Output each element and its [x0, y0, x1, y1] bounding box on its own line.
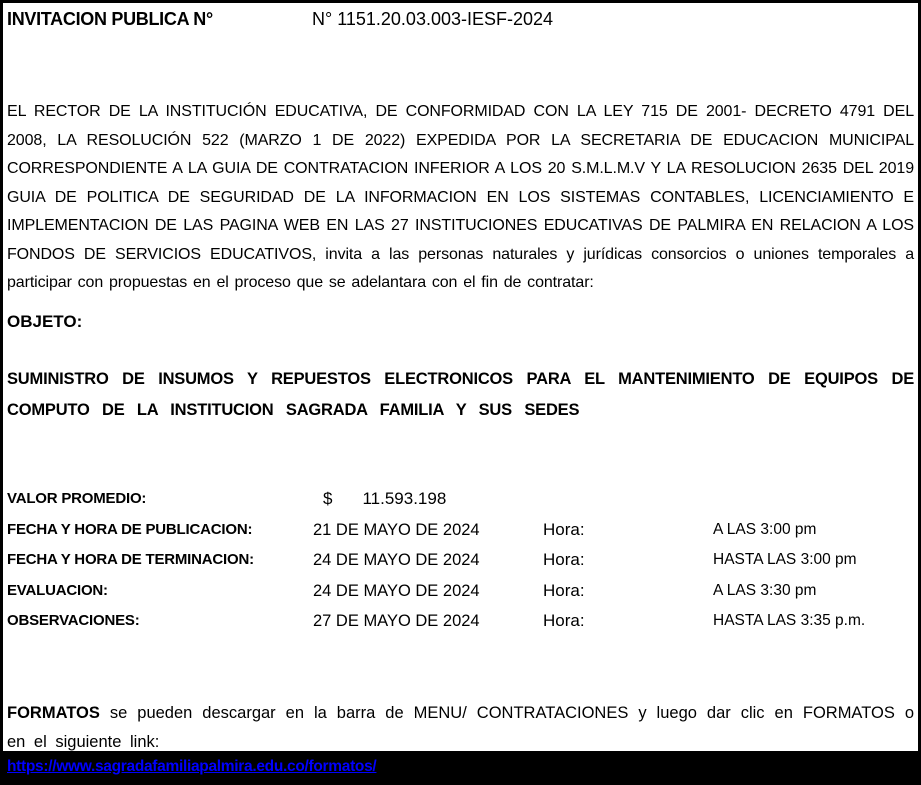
document-content: [3, 3, 918, 757]
schedule-label: EVALUACION:: [7, 581, 108, 599]
schedule-time: HASTA LAS 3:35 p.m.: [713, 612, 866, 629]
link-bar: [3, 751, 918, 782]
schedule-time: A LAS 3:00 pm: [713, 520, 817, 538]
table-row-publicacion: [7, 515, 914, 546]
schedule-time: A LAS 3:30 pm: [713, 581, 817, 599]
formatos-paragraph: [7, 699, 914, 757]
table-row-evaluacion: [7, 576, 914, 607]
document-number: N° 1151.20.03.003-IESF-2024: [312, 9, 554, 29]
table-row-terminacion: [7, 545, 914, 576]
currency-symbol: $: [323, 489, 333, 508]
schedule-label: FECHA Y HORA DE TERMINACION:: [7, 551, 254, 568]
objeto-description: SUMINISTRO DE INSUMOS Y REPUESTOS ELECTRONICOS PARA EL MANTENIMIENTO DE EQUIPOS DE COMPUTO DE LA INSTITUCION SAGRADA FAMILIA Y SUS SEDES: [7, 370, 914, 419]
hora-label: Hora:: [543, 550, 585, 569]
schedule-date: 24 DE MAYO DE 2024: [313, 551, 480, 569]
valor-value: [313, 484, 543, 515]
schedule-date: 24 DE MAYO DE 2024: [313, 581, 480, 600]
document-title-label: INVITACION PUBLICA N°: [7, 9, 213, 29]
valor-label: VALOR PROMEDIO:: [7, 490, 147, 507]
schedule-label: FECHA Y HORA DE PUBLICACION:: [7, 520, 253, 538]
valor-row: [7, 484, 914, 515]
hora-label: Hora:: [543, 611, 585, 630]
schedule-date: 21 DE MAYO DE 2024: [313, 520, 480, 539]
valor-amount: 11.593.198: [362, 489, 447, 508]
formatos-lead-word: FORMATOS: [7, 703, 100, 722]
schedule-date: 27 DE MAYO DE 2024: [313, 612, 480, 630]
schedule-table: [7, 484, 914, 637]
intro-paragraph: EL RECTOR DE LA INSTITUCIÓN EDUCATIVA, DE CONFORMIDAD CON LA LEY 715 DE 2001- DECRETO 4791 DEL 2008, LA RESOLUCIÓN 522 (MARZO 1 DE 2022) EXPEDIDA POR LA SECRETARIA DE EDUCACION MUNICIPAL CORRESPONDIENTE A LA GUIA DE CONTRATACION INFERIOR A LOS 20 S.M.L.M.V Y LA RESOLUCION 2635 DEL 2019 GUIA DE POLITICA DE SEGURIDAD DE LA INFORMACION EN LOS SISTEMAS CONTABLES, LICENCIAMIENTO E IMPLEMENTACION DE LAS PAGINA WEB EN LAS 27 INSTITUCIONES EDUCATIVAS DE PALMIRA EN RELACION A LOS FONDOS DE SERVICIOS EDUCATIVOS, invita a las personas naturales y jurídicas consorcios o uniones temporales a participar con propuestas en el proceso que se adelantara con el fin de contratar:: [7, 103, 914, 291]
schedule-time: HASTA LAS 3:00 pm: [713, 551, 857, 568]
table-row-observaciones: [7, 606, 914, 637]
hora-label: Hora:: [543, 580, 585, 600]
objeto-heading: OBJETO:: [7, 312, 83, 331]
document-title-row: [7, 7, 914, 32]
formatos-text: se pueden descargar en la barra de MENU/ CONTRATACIONES y luego dar clic en FORMATOS o en el siguiente link:: [7, 703, 914, 751]
schedule-label: OBSERVACIONES:: [7, 612, 140, 629]
hora-label: Hora:: [543, 519, 585, 539]
formatos-link[interactable]: https://www.sagradafamiliapalmira.edu.co/formatos/: [7, 757, 377, 775]
